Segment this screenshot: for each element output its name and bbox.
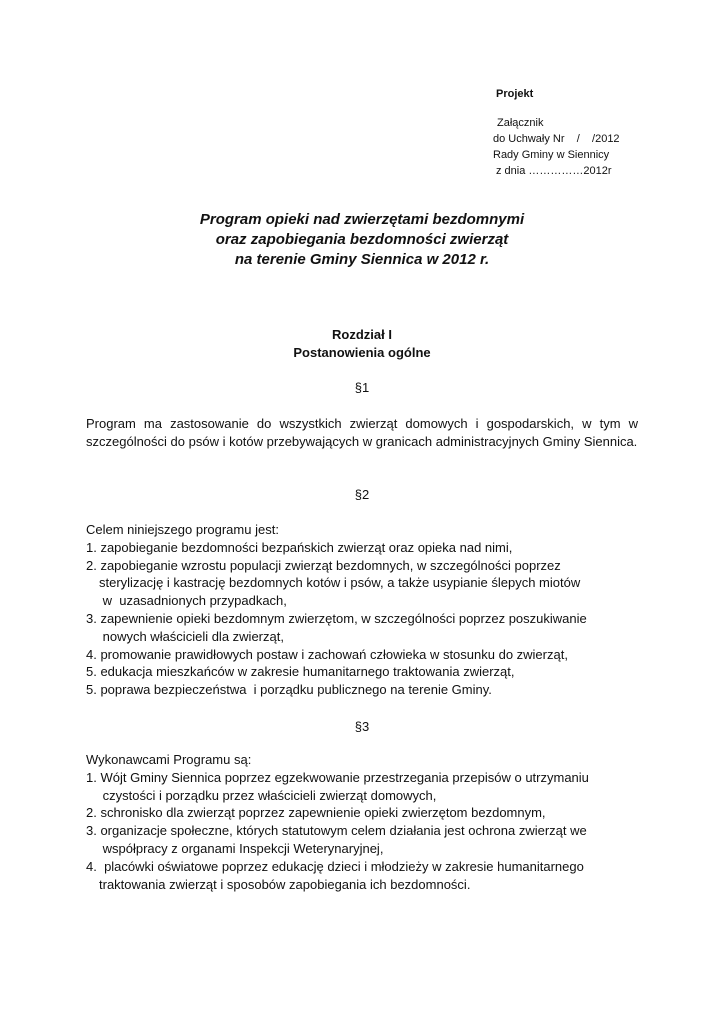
list-item: 5. edukacja mieszkańców w zakresie humanitarnego traktowania zwierząt, xyxy=(86,664,515,680)
attachment-header xyxy=(492,86,620,179)
chapter-number: Rozdział I xyxy=(332,327,392,342)
list-item: w uzasadnionych przypadkach, xyxy=(99,593,287,609)
title-line: na terenie Gminy Siennica w 2012 r. xyxy=(234,251,490,268)
list-item: 3. organizacje społeczne, których statutowym celem działania jest ochrona zwierząt we xyxy=(86,823,587,839)
attachment-line: Załącznik xyxy=(497,117,544,129)
attachment-line: do Uchwały Nr / /2012 xyxy=(493,133,620,145)
list-item: 1. Wójt Gminy Siennica poprzez egzekwowanie przestrzegania przepisów o utrzymaniu xyxy=(86,769,589,785)
list-item: 4. promowanie prawidłowych postaw i zachowań człowieka w stosunku do zwierząt, xyxy=(86,646,568,662)
list-item: 1. zapobieganie bezdomności bezpańskich zwierząt oraz opieka nad nimi, xyxy=(86,539,513,555)
section-3-intro: Wykonawcami Programu są: xyxy=(86,752,252,767)
section-symbol-2: §2 xyxy=(354,487,370,502)
list-item: 5. poprawa bezpieczeństwa i porządku publicznego na terenie Gminy. xyxy=(86,682,492,698)
section-2-list xyxy=(86,521,646,699)
list-item: 4. placówki oświatowe poprzez edukację dzieci i młodzieży w zakresie humanitarnego xyxy=(86,858,584,874)
attachment-line: z dnia ……………2012r xyxy=(496,165,612,177)
title-line: oraz zapobiegania bezdomności zwierząt xyxy=(215,231,509,248)
section-3-list xyxy=(86,751,646,893)
document-title xyxy=(0,210,724,270)
list-item: traktowania zwierząt i sposobów zapobiegania ich bezdomności. xyxy=(99,876,471,892)
section-symbol-1: §1 xyxy=(354,380,370,395)
list-item: współpracy z organami Inspekcji Weterynaryjnej, xyxy=(99,840,384,856)
list-item: 2. schronisko dla zwierząt poprzez zapewnienie opieki zwierzętom bezdomnym, xyxy=(86,805,546,821)
attachment-line: Rady Gminy w Siennicy xyxy=(493,149,610,161)
project-label: Projekt xyxy=(496,88,534,100)
list-item: sterylizację i kastrację bezdomnych kotów i psów, a także usypianie ślepych miotów xyxy=(99,575,581,591)
section-symbol-3: §3 xyxy=(354,719,370,734)
section-2-intro: Celem niniejszego programu jest: xyxy=(86,522,279,537)
list-item: 3. zapewnienie opieki bezdomnym zwierzętom, w szczególności poprzez poszukiwanie xyxy=(86,610,587,626)
list-item: czystości i porządku przez właścicieli zwierząt domowych, xyxy=(99,787,437,803)
list-item: 2. zapobieganie wzrostu populacji zwierząt bezdomnych, w szczególności poprzez xyxy=(86,557,561,573)
title-line: Program opieki nad zwierzętami bezdomnymi xyxy=(199,211,525,228)
section-1-text: Program ma zastosowanie do wszystkich zwierząt domowych i gospodarskich, w tym w szczególności do psów i kotów przebywających w granicach administracyjnych Gminy Siennica. xyxy=(86,416,638,449)
list-item: nowych właścicieli dla zwierząt, xyxy=(99,628,284,644)
chapter-name: Postanowienia ogólne xyxy=(293,345,431,360)
